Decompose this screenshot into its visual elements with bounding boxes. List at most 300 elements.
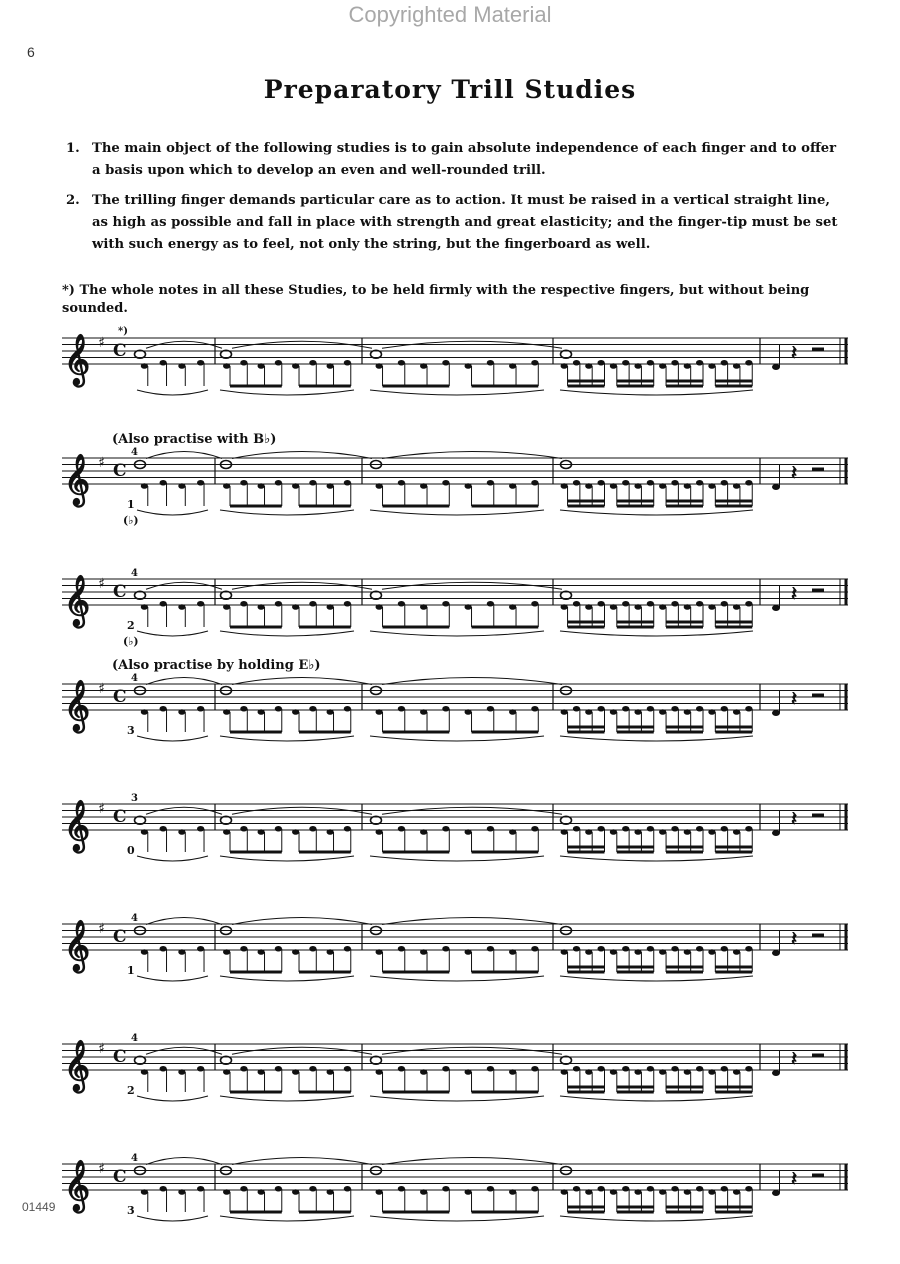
trill-note xyxy=(561,949,568,955)
slur-arc xyxy=(560,1096,753,1101)
trill-note xyxy=(659,709,666,715)
trill-note xyxy=(141,1189,148,1195)
staff-system xyxy=(0,778,900,904)
trill-note xyxy=(684,1189,691,1195)
slur-arc xyxy=(137,856,208,861)
trill-note xyxy=(573,826,580,832)
trill-note xyxy=(671,360,678,366)
treble-clef-icon: 𝄞 xyxy=(64,334,91,385)
half-rest-icon xyxy=(812,1054,824,1058)
treble-clef-icon: 𝄞 xyxy=(64,454,91,505)
trill-note xyxy=(240,601,247,607)
half-rest-icon xyxy=(812,694,824,698)
trill-note xyxy=(733,483,740,489)
trill-note xyxy=(696,480,703,486)
trill-note xyxy=(561,483,568,489)
instruction-number: 1. xyxy=(66,141,80,156)
trill-note xyxy=(634,1189,641,1195)
trill-note xyxy=(671,480,678,486)
trill-note xyxy=(721,1066,728,1072)
trill-note xyxy=(487,480,494,486)
final-note xyxy=(772,710,780,716)
trill-note xyxy=(327,483,334,489)
trill-note xyxy=(275,1186,282,1192)
trill-note xyxy=(684,1069,691,1075)
slur-arc xyxy=(220,390,354,395)
sharp-icon: ♯ xyxy=(98,1041,105,1057)
trill-note xyxy=(696,946,703,952)
trill-note xyxy=(376,1189,383,1195)
trill-note xyxy=(465,1069,472,1075)
trill-note xyxy=(531,1186,538,1192)
trill-note xyxy=(684,604,691,610)
tie-arc xyxy=(146,678,222,685)
trill-note xyxy=(696,1186,703,1192)
quarter-rest-icon: 𝄽 xyxy=(791,460,798,485)
half-rest-icon xyxy=(812,1174,824,1178)
trill-note xyxy=(344,601,351,607)
trill-note xyxy=(745,480,752,486)
trill-note xyxy=(708,1069,715,1075)
slur-arc xyxy=(560,1216,753,1221)
staff-system xyxy=(0,658,900,784)
trill-note xyxy=(531,480,538,486)
trill-note xyxy=(223,829,230,835)
trill-note xyxy=(561,1069,568,1075)
final-note xyxy=(772,1070,780,1076)
trill-note xyxy=(487,601,494,607)
trill-note xyxy=(745,946,752,952)
trill-note xyxy=(733,363,740,369)
trill-note xyxy=(610,709,617,715)
copyright-watermark: Copyrighted Material xyxy=(348,2,552,27)
trill-note xyxy=(275,480,282,486)
quarter-rest-icon: 𝄽 xyxy=(791,340,798,365)
trill-note xyxy=(671,1186,678,1192)
trill-note xyxy=(622,1186,629,1192)
trill-note xyxy=(141,483,148,489)
trill-note xyxy=(531,601,538,607)
trill-note xyxy=(465,949,472,955)
slur-arc xyxy=(220,1216,354,1221)
trill-note xyxy=(223,483,230,489)
treble-clef-icon: 𝄞 xyxy=(64,680,91,731)
trill-note xyxy=(178,829,185,835)
instruction-number: 2. xyxy=(66,193,80,208)
trill-note xyxy=(197,706,204,712)
trill-note xyxy=(585,709,592,715)
common-time-icon: C xyxy=(113,1167,127,1187)
quarter-rest-icon: 𝄽 xyxy=(791,1166,798,1191)
quarter-rest-icon: 𝄽 xyxy=(791,1046,798,1071)
trill-note xyxy=(327,709,334,715)
trill-note xyxy=(420,949,427,955)
trill-note xyxy=(223,709,230,715)
trill-note xyxy=(733,604,740,610)
trill-note xyxy=(721,1186,728,1192)
low-fingering: 1 xyxy=(127,498,135,511)
trill-note xyxy=(178,1189,185,1195)
trill-note xyxy=(733,829,740,835)
trill-note xyxy=(659,483,666,489)
trill-note xyxy=(465,709,472,715)
trill-note xyxy=(610,949,617,955)
slur-arc xyxy=(370,856,544,861)
trill-note xyxy=(647,826,654,832)
trill-note xyxy=(240,1186,247,1192)
trill-note xyxy=(509,1069,516,1075)
trill-note xyxy=(275,360,282,366)
half-rest-icon xyxy=(812,468,824,472)
trill-note xyxy=(721,946,728,952)
tie-arc xyxy=(382,918,562,925)
trill-note xyxy=(292,1069,299,1075)
slur-arc xyxy=(560,856,753,861)
trill-note xyxy=(708,949,715,955)
trill-note xyxy=(275,826,282,832)
slur-arc xyxy=(370,631,544,636)
slur-arc xyxy=(220,856,354,861)
final-note xyxy=(772,484,780,490)
tie-arc xyxy=(382,678,562,685)
half-rest-icon xyxy=(812,814,824,818)
common-time-icon: C xyxy=(113,1047,127,1067)
trill-note xyxy=(659,604,666,610)
trill-note xyxy=(585,829,592,835)
practice-note: (Also practise with B♭) xyxy=(112,432,277,447)
trill-note xyxy=(610,363,617,369)
trill-note xyxy=(398,360,405,366)
trill-note xyxy=(647,1066,654,1072)
common-time-icon: C xyxy=(113,461,127,481)
slur-arc xyxy=(220,1096,354,1101)
trill-note xyxy=(561,604,568,610)
treble-clef-icon: 𝄞 xyxy=(64,920,91,971)
trill-note xyxy=(292,949,299,955)
trill-note xyxy=(292,709,299,715)
trill-note xyxy=(442,1066,449,1072)
staff-svg xyxy=(0,658,900,784)
quarter-rest-icon: 𝄽 xyxy=(791,926,798,951)
trill-note xyxy=(745,601,752,607)
trill-note xyxy=(531,946,538,952)
trill-note xyxy=(659,1069,666,1075)
trill-note xyxy=(597,1186,604,1192)
top-fingering: 4 xyxy=(131,568,138,579)
trill-note xyxy=(487,826,494,832)
trill-note xyxy=(442,706,449,712)
trill-note xyxy=(160,360,167,366)
trill-note xyxy=(420,363,427,369)
trill-note xyxy=(197,480,204,486)
trill-note xyxy=(420,829,427,835)
trill-note xyxy=(509,363,516,369)
trill-note xyxy=(275,1066,282,1072)
trill-note xyxy=(684,949,691,955)
trill-note xyxy=(721,706,728,712)
trill-note xyxy=(292,363,299,369)
trill-note xyxy=(327,604,334,610)
trill-note xyxy=(733,1069,740,1075)
trill-note xyxy=(465,363,472,369)
trill-note xyxy=(487,946,494,952)
trill-note xyxy=(197,1186,204,1192)
trill-note xyxy=(745,1066,752,1072)
trill-note xyxy=(327,829,334,835)
trill-note xyxy=(240,360,247,366)
low-fingering: 1 xyxy=(127,964,135,977)
trill-note xyxy=(376,604,383,610)
trill-note xyxy=(622,601,629,607)
trill-note xyxy=(610,829,617,835)
sharp-icon: ♯ xyxy=(98,455,105,471)
staff-svg xyxy=(0,1018,900,1144)
trill-note xyxy=(671,1066,678,1072)
trill-note xyxy=(258,363,265,369)
trill-note xyxy=(197,826,204,832)
trill-note xyxy=(622,706,629,712)
trill-note xyxy=(344,360,351,366)
trill-note xyxy=(258,949,265,955)
trill-note xyxy=(745,706,752,712)
staff-svg xyxy=(0,312,900,438)
trill-note xyxy=(671,601,678,607)
slur-arc xyxy=(220,736,354,741)
trill-note xyxy=(610,483,617,489)
trill-note xyxy=(141,1069,148,1075)
trill-note xyxy=(684,363,691,369)
trill-note xyxy=(223,1069,230,1075)
trill-note xyxy=(634,709,641,715)
trill-note xyxy=(721,826,728,832)
slur-arc xyxy=(220,510,354,515)
trill-note xyxy=(610,1069,617,1075)
slur-arc xyxy=(370,390,544,395)
trill-note xyxy=(745,360,752,366)
trill-note xyxy=(745,826,752,832)
slur-arc xyxy=(560,390,753,395)
slur-arc xyxy=(560,976,753,981)
common-time-icon: C xyxy=(113,807,127,827)
trill-note xyxy=(622,826,629,832)
trill-note xyxy=(376,709,383,715)
trill-note xyxy=(671,826,678,832)
footnote-mark: *) xyxy=(118,326,128,337)
half-rest-icon xyxy=(812,348,824,352)
trill-note xyxy=(671,706,678,712)
trill-note xyxy=(733,709,740,715)
tie-arc xyxy=(146,452,222,459)
trill-note xyxy=(442,480,449,486)
trill-note xyxy=(141,829,148,835)
slur-arc xyxy=(220,976,354,981)
trill-note xyxy=(647,946,654,952)
trill-note xyxy=(420,1189,427,1195)
trill-note xyxy=(610,604,617,610)
trill-note xyxy=(634,1069,641,1075)
slur-arc xyxy=(560,510,753,515)
trill-note xyxy=(327,363,334,369)
treble-clef-icon: 𝄞 xyxy=(64,1160,91,1211)
top-fingering: 4 xyxy=(131,1033,138,1044)
trill-note xyxy=(487,1066,494,1072)
slur-arc xyxy=(370,976,544,981)
sharp-icon: ♯ xyxy=(98,801,105,817)
trill-note xyxy=(647,1186,654,1192)
trill-note xyxy=(258,483,265,489)
top-fingering: 4 xyxy=(131,447,138,458)
top-fingering: 4 xyxy=(131,673,138,684)
trill-note xyxy=(696,826,703,832)
staff-svg xyxy=(0,1138,900,1264)
trill-note xyxy=(659,363,666,369)
trill-note xyxy=(420,604,427,610)
trill-note xyxy=(309,480,316,486)
trill-note xyxy=(160,601,167,607)
trill-note xyxy=(465,829,472,835)
trill-note xyxy=(309,360,316,366)
common-time-icon: C xyxy=(113,582,127,602)
low-fingering: 2 xyxy=(127,1084,135,1097)
trill-note xyxy=(708,483,715,489)
trill-note xyxy=(309,1186,316,1192)
staff-system xyxy=(0,312,900,438)
trill-note xyxy=(376,363,383,369)
top-fingering: 4 xyxy=(131,1153,138,1164)
instruction-text: The main object of the following studies is to gain absolute independence of each finger and to offer a basis upon which to develop an even and well-rounded trill. xyxy=(92,141,837,178)
common-time-icon: C xyxy=(113,927,127,947)
slur-arc xyxy=(137,390,208,395)
trill-note xyxy=(223,363,230,369)
trill-note xyxy=(745,1186,752,1192)
trill-note xyxy=(223,604,230,610)
footnote: *) The whole notes in all these Studies, to be held firmly with the respective fingers, but without being sounded. xyxy=(62,283,810,316)
slur-arc xyxy=(137,736,208,741)
trill-note xyxy=(561,1189,568,1195)
trill-note xyxy=(258,709,265,715)
trill-note xyxy=(509,709,516,715)
trill-note xyxy=(610,1189,617,1195)
trill-note xyxy=(585,1189,592,1195)
slur-arc xyxy=(137,976,208,981)
trill-note xyxy=(197,601,204,607)
treble-clef-icon: 𝄞 xyxy=(64,800,91,851)
trill-note xyxy=(258,1069,265,1075)
staff-svg xyxy=(0,432,900,558)
trill-note xyxy=(585,1069,592,1075)
trill-note xyxy=(178,363,185,369)
trill-note xyxy=(585,604,592,610)
slur-arc xyxy=(370,510,544,515)
final-note xyxy=(772,830,780,836)
trill-note xyxy=(487,706,494,712)
trill-note xyxy=(442,946,449,952)
slur-arc xyxy=(220,631,354,636)
trill-note xyxy=(309,706,316,712)
staff-system xyxy=(0,432,900,558)
trill-note xyxy=(487,360,494,366)
trill-note xyxy=(647,360,654,366)
trill-note xyxy=(178,949,185,955)
low-fingering: 3 xyxy=(127,1204,135,1217)
trill-note xyxy=(398,1066,405,1072)
tie-arc xyxy=(232,678,372,685)
trill-note xyxy=(733,1189,740,1195)
trill-note xyxy=(344,1066,351,1072)
trill-note xyxy=(622,480,629,486)
slur-arc xyxy=(137,510,208,515)
trill-note xyxy=(223,949,230,955)
trill-note xyxy=(585,949,592,955)
trill-note xyxy=(442,1186,449,1192)
trill-note xyxy=(141,604,148,610)
trill-note xyxy=(240,826,247,832)
tie-arc xyxy=(382,1158,562,1165)
trill-note xyxy=(309,826,316,832)
trill-note xyxy=(659,949,666,955)
trill-note xyxy=(487,1186,494,1192)
tie-arc xyxy=(232,452,372,459)
trill-note xyxy=(160,1186,167,1192)
trill-note xyxy=(509,829,516,835)
trill-note xyxy=(721,360,728,366)
trill-note xyxy=(398,946,405,952)
trill-note xyxy=(634,949,641,955)
practice-note: (Also practise by holding E♭) xyxy=(112,658,321,673)
trill-note xyxy=(531,826,538,832)
tie-arc xyxy=(232,918,372,925)
trill-note xyxy=(509,483,516,489)
trill-note xyxy=(344,480,351,486)
instructions xyxy=(62,138,842,264)
trill-note xyxy=(398,601,405,607)
slur-arc xyxy=(137,1216,208,1221)
trill-note xyxy=(721,480,728,486)
trill-note xyxy=(420,1069,427,1075)
trill-note xyxy=(160,706,167,712)
trill-note xyxy=(327,1069,334,1075)
trill-note xyxy=(659,1189,666,1195)
trill-note xyxy=(292,829,299,835)
staff-system xyxy=(0,1138,900,1264)
trill-note xyxy=(376,1069,383,1075)
page-number: 6 xyxy=(27,44,35,60)
page-title: Preparatory Trill Studies xyxy=(263,75,637,104)
trill-note xyxy=(561,363,568,369)
trill-note xyxy=(684,709,691,715)
trill-note xyxy=(696,360,703,366)
trill-note xyxy=(178,604,185,610)
treble-clef-icon: 𝄞 xyxy=(64,1040,91,1091)
staff-system xyxy=(0,898,900,1024)
trill-note xyxy=(597,706,604,712)
trill-note xyxy=(178,709,185,715)
instruction-2 xyxy=(62,190,842,256)
trill-note xyxy=(573,601,580,607)
trill-note xyxy=(622,946,629,952)
sharp-icon: ♯ xyxy=(98,681,105,697)
trill-note xyxy=(344,826,351,832)
staff-svg xyxy=(0,898,900,1024)
trill-note xyxy=(197,946,204,952)
sharp-icon: ♯ xyxy=(98,576,105,592)
trill-note xyxy=(275,601,282,607)
final-note xyxy=(772,364,780,370)
tie-arc xyxy=(146,918,222,925)
trill-note xyxy=(573,706,580,712)
final-note xyxy=(772,605,780,611)
trill-note xyxy=(223,1189,230,1195)
